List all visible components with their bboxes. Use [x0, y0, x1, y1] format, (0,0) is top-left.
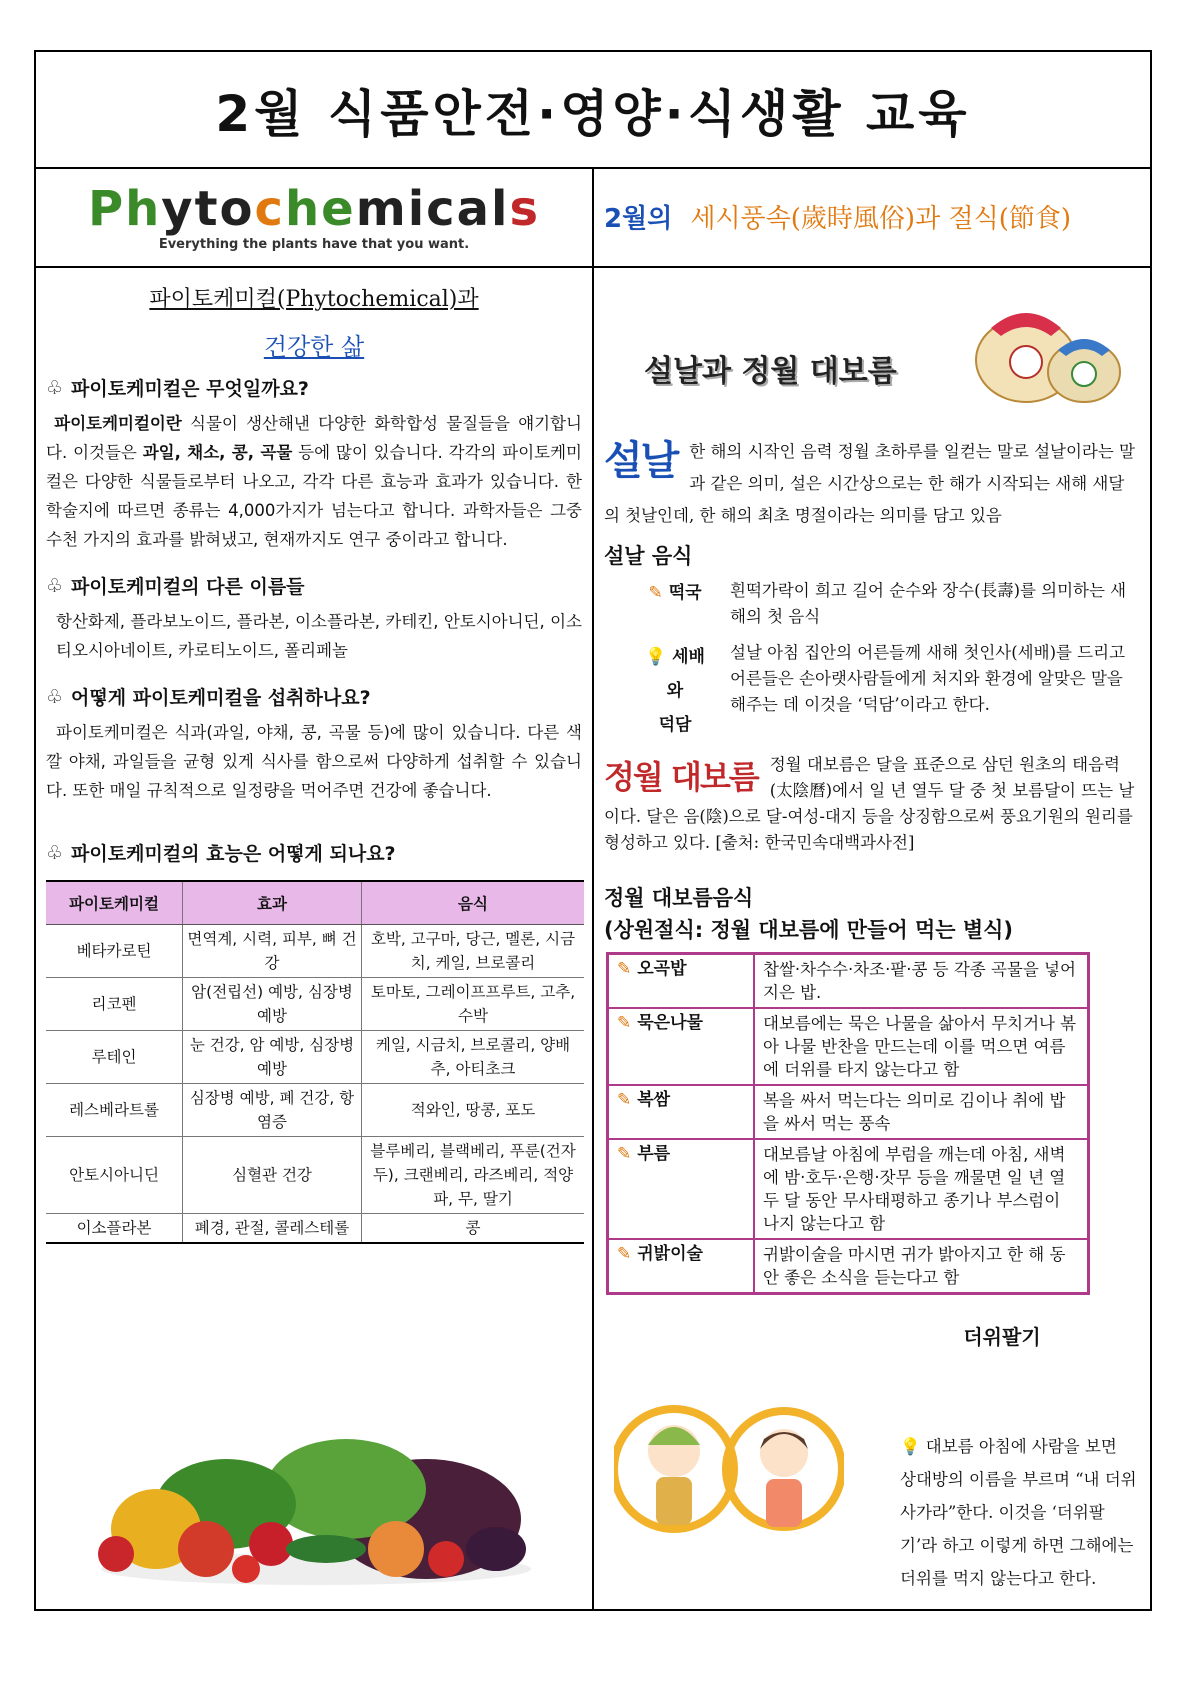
- page-frame: [34, 50, 1152, 1611]
- pencil-icon: ✎: [617, 959, 632, 979]
- pencil-icon: ✎: [617, 1090, 632, 1110]
- page-title: 2월 식품안전·영양·식생활 교육: [215, 84, 971, 143]
- seollal-food-title: 설날 음식: [604, 544, 693, 568]
- daeboreum-text: 정월 대보름은 달을 표준으로 삼던 원초의 태음력(太陰曆)에서 일 년 열두 달 중 첫 보름달이 뜨는 날이다. 달은 음(陰)으로 달-여성-대지 등을 상징함으로써 풍요기원의 원리를 형성하고 있다. [출처: 한국민속대백과사전]: [604, 755, 1135, 852]
- logo-tagline: Everything the plants have that you want.: [158, 237, 470, 252]
- phytochemicals-logo: [36, 167, 592, 266]
- table-header-cell: 음식: [362, 881, 585, 925]
- table-cell: 적와인, 땅콩, 포도: [362, 1084, 585, 1137]
- answer-3: 파이토케미컬은 식과(과일, 야채, 콩, 곡물 등)에 많이 있습니다. 다른 색깔 야채, 과일들을 균형 있게 식사를 함으로써 다양하게 섭취할 수 있습니다. 또한 매일 규칙적으로 일정량을 먹어주면 건강에 좋습니다.: [46, 723, 582, 800]
- table-cell: 콩: [362, 1214, 585, 1244]
- table-cell: 귀밝이술을 마시면 귀가 밝아지고 한 해 동안 좋은 소식을 듣는다고 함: [754, 1239, 1089, 1294]
- table-row: [46, 1031, 584, 1084]
- clover-icon: ♧: [46, 574, 64, 597]
- table-cell: 이소플라본: [46, 1214, 183, 1244]
- table-cell: 면역계, 시력, 피부, 뼈 건강: [183, 925, 362, 978]
- table-row: [46, 978, 584, 1031]
- holiday-title: 설날과 정월 대보름: [644, 354, 897, 389]
- table-row: ✎ 부름 대보름날 아침에 부럼을 깨는데 아침, 새벽에 밤·호두·은행·잣무 등을 깨물면 일 년 열두 달 동안 무사태평하고 종기나 부스럼이 나지 않는다고 함: [608, 1139, 1089, 1239]
- table-cell: 베타카로틴: [46, 925, 183, 978]
- answer-2: 항산화제, 플라보노이드, 플라본, 이소플라본, 카테킨, 안토시아니딘, 이소티오시아네이트, 카로티노이드, 폴리페놀: [56, 612, 582, 660]
- table-cell: 레스베라트롤: [46, 1084, 183, 1137]
- question-2: ♧ 파이토케미컬의 다른 이름들: [46, 574, 305, 598]
- pencil-icon: ✎: [617, 1144, 632, 1164]
- daeboreum-food-table: [606, 952, 1090, 1295]
- table-row: [46, 1214, 584, 1244]
- lightbulb-icon: 💡: [900, 1437, 921, 1456]
- pencil-icon: ✎: [617, 1013, 632, 1033]
- clover-icon: ♧: [46, 376, 64, 399]
- table-cell: 심혈관 건강: [183, 1137, 362, 1214]
- table-cell: 호박, 고구마, 당근, 멜론, 시금치, 케일, 브로콜리: [362, 925, 585, 978]
- question-4: ♧ 파이토케미컬의 효능은 어떻게 되나요?: [46, 841, 396, 865]
- table-cell: 심장병 예방, 폐 건강, 항염증: [183, 1084, 362, 1137]
- table-cell: 안토시아니딘: [46, 1137, 183, 1214]
- table-cell: 눈 건강, 암 예방, 심장병 예방: [183, 1031, 362, 1084]
- table-cell: 복을 싸서 먹는다는 의미로 김이나 취에 밥을 싸서 먹는 풍속: [754, 1085, 1089, 1139]
- question-3: ♧ 어떻게 파이토케미컬을 섭취하나요?: [46, 685, 371, 709]
- logo-wordmark: Phytochemicals: [87, 181, 541, 237]
- lightbulb-icon: 💡: [645, 647, 667, 667]
- daeboreum-word: 정월 대보름: [604, 758, 758, 796]
- right-header-month: 2월의: [604, 204, 673, 234]
- table-cell: 토마토, 그레이프프루트, 고추, 수박: [362, 978, 585, 1031]
- daeboreum-food-subtitle: (상원절식: 정월 대보름에 만들어 먹는 별식): [604, 918, 1014, 942]
- title-row: [36, 52, 1150, 169]
- table-cell: 블루베리, 블랙베리, 푸룬(건자두), 크랜베리, 라즈베리, 적양파, 무, 딸기: [362, 1137, 585, 1214]
- table-cell: 대보름날 아침에 부럼을 깨는데 아침, 새벽에 밤·호두·은행·잣무 등을 깨물면 일 년 열두 달 동안 무사태평하고 종기나 부스럼이 나지 않는다고 함: [754, 1139, 1089, 1239]
- table-cell: 리코펜: [46, 978, 183, 1031]
- pencil-icon: ✎: [617, 1244, 632, 1264]
- food-item-tteokguk: ✎ 떡국 흰떡가락이 희고 길어 순수와 장수(長壽)를 의미하는 새해의 첫 음식: [648, 581, 1127, 626]
- right-column: [594, 268, 1150, 1609]
- table-cell: 폐경, 관절, 콜레스테롤: [183, 1214, 362, 1244]
- daeboreum-section: [604, 752, 1140, 856]
- question-1: ♧ 파이토케미컬은 무엇일까요?: [46, 376, 309, 400]
- table-cell: 찹쌀·차수수·차조·팥·콩 등 각종 곡물을 넣어 지은 밥.: [754, 954, 1089, 1009]
- children-illustration: [614, 1379, 844, 1569]
- table-header-row: [46, 881, 584, 925]
- table-row: ✎ 복쌈 복을 싸서 먹는다는 의미로 김이나 취에 밥을 싸서 먹는 풍속: [608, 1085, 1089, 1139]
- food-item-sebae: 💡 세배 와 덕담 설날 아침 집안의 어른들께 새해 첫인사(세배)를 드리고 어른들은 손아랫사람들에게 처지와 환경에 알맞은 말을 해주는 데 이것을 ‘덕담’이라고 한다.: [645, 643, 1126, 735]
- table-cell: 루테인: [46, 1031, 183, 1084]
- left-subheading: 건강한 삶: [263, 333, 365, 361]
- table-row: [46, 1084, 584, 1137]
- table-cell: 대보름에는 묵은 나물을 삶아서 무치거나 볶아 나물 반찬을 만드는데 이를 먹으면 여름에 더위를 타지 않는다고 함: [754, 1008, 1089, 1085]
- pencil-icon: ✎: [648, 583, 663, 603]
- left-column: [36, 268, 592, 1609]
- dw-title: 더위팔기: [963, 1325, 1041, 1349]
- answer-1: 파이토케미컬이란 식물이 생산해낸 다양한 화학합성 물질들을 얘기합니다. 이것들은 과일, 채소, 콩, 곡물 등에 많이 있습니다. 각각의 파이토케미컬은 다양한 식물들로부터 나오고, 각각 다른 효능과 효과가 있습니다. 한 학술지에 따르면 종류는 4,000가지가 넘는다고 합니다. 과학자들은 그중 수천 가지의 효과를 밝혀냈고, 현재까지도 연구 중이라고 합니다.: [46, 414, 582, 549]
- clover-icon: ♧: [46, 685, 64, 708]
- table-cell: 케일, 시금치, 브로콜리, 양배추, 아티초크: [362, 1031, 585, 1084]
- right-header-title: 세시풍속(歲時風俗)과 절식(節食): [690, 204, 1071, 234]
- seollal-section: [604, 436, 1140, 532]
- daeboreum-food-title: 정월 대보름음식: [604, 886, 754, 910]
- table-row: ✎ 귀밝이술 귀밝이술을 마시면 귀가 밝아지고 한 해 동안 좋은 소식을 듣는다고 함: [608, 1239, 1089, 1294]
- table-row: [46, 1137, 584, 1214]
- table-cell: 암(전립선) 예방, 심장병 예방: [183, 978, 362, 1031]
- vegetables-image: [96, 1419, 536, 1589]
- clover-icon: ♧: [46, 841, 64, 864]
- dw-text: 💡 대보름 아침에 사람을 보면 상대방의 이름을 부르며 “내 더위 사가라”한다. 이것을 ‘더위팔기’라 하고 이렇게 하면 그해에는 더위를 먹지 않는다고 한다.: [900, 1437, 1137, 1588]
- seollal-word: 설날: [604, 438, 678, 484]
- phytochemical-table: [46, 880, 584, 1244]
- table-row: [46, 925, 584, 978]
- right-header: [594, 167, 1150, 266]
- seollal-text: 한 해의 시작인 음력 정월 초하루를 일컫는 말로 설날이라는 말과 같은 의미, 설은 시간상으로는 한 해가 시작되는 새해 새달의 첫날인데, 한 해의 최초 명절이라는 의미를 담고 있음: [604, 442, 1135, 525]
- lucky-bags-image: [966, 298, 1126, 408]
- table-header-cell: 효과: [183, 881, 362, 925]
- table-row: ✎ 묵은나물 대보름에는 묵은 나물을 삶아서 무치거나 볶아 나물 반찬을 만드는데 이를 먹으면 여름에 더위를 타지 않는다고 함: [608, 1008, 1089, 1085]
- table-row: ✎ 오곡밥 찹쌀·차수수·차조·팥·콩 등 각종 곡물을 넣어 지은 밥.: [608, 954, 1089, 1009]
- left-heading: 파이토케미컬(Phytochemical)과: [149, 287, 479, 312]
- table-header-cell: 파이토케미컬: [46, 881, 183, 925]
